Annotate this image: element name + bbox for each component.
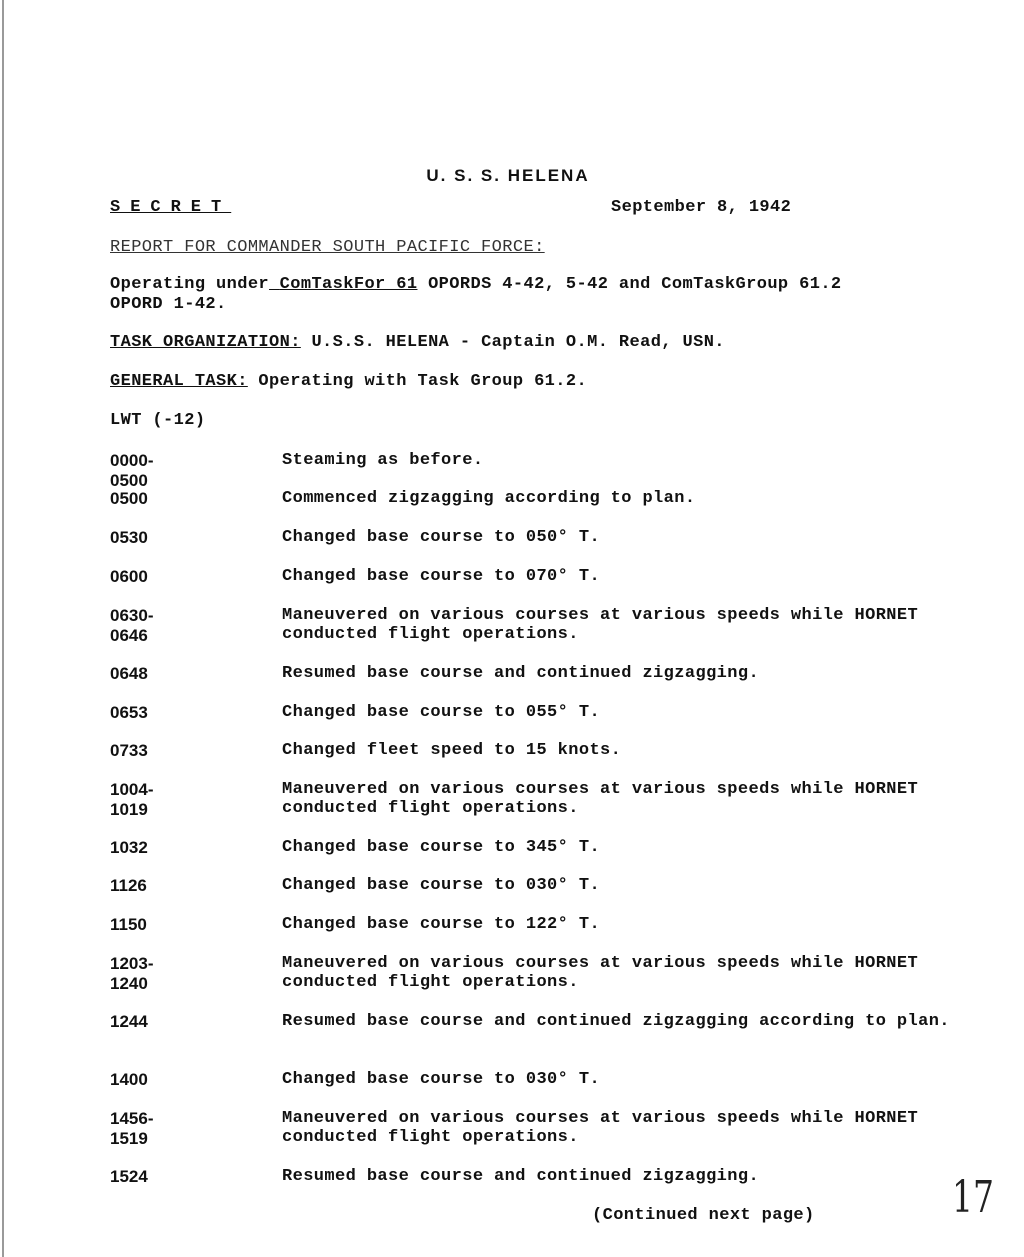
log-text: Changed fleet speed to 15 knots. [282,741,622,760]
log-text: Resumed base course and continued zigzagging. [282,1167,760,1186]
log-time: 0648 [110,664,148,683]
log-text: Changed base course to 345° T. [282,838,601,857]
report-heading: REPORT FOR COMMANDER SOUTH PACIFIC FORCE: [110,238,545,257]
page-number: 17 [952,1172,994,1223]
time-zone: LWT (-12) [110,411,206,430]
operating-rest: OPORDS 4-42, 5-42 and ComTaskGroup 61.2 [417,275,842,294]
log-text: Maneuvered on various courses at various speeds while HORNET conducted flight operations. [282,1109,919,1147]
log-text: Resumed base course and continued zigzagging according to plan. [282,1012,950,1031]
log-text: Changed base course to 050° T. [282,528,601,547]
operating-line-1 [110,275,842,294]
operating-prefix: Operating under [110,275,270,294]
report-date: September 8, 1942 [611,198,792,217]
log-text: Changed base course to 055° T. [282,703,601,722]
classification-label: SECRET [110,198,232,217]
log-time: 1456-1519 [110,1109,154,1148]
log-text: Changed base course to 030° T. [282,876,601,895]
log-time: 1400 [110,1070,148,1089]
log-text: Resumed base course and continued zigzagging. [282,664,760,683]
ship-title: U. S. S. HELENA [426,166,590,185]
log-time: 1126 [110,876,147,895]
general-task [110,372,587,391]
log-text: Steaming as before. [282,451,484,470]
task-org-value: U.S.S. HELENA - Captain O.M. Read, USN. [300,333,725,352]
operating-line-2: OPORD 1-42. [110,295,227,314]
task-organization [110,333,725,352]
continued-note: (Continued next page) [592,1206,815,1225]
log-text: Changed base course to 070° T. [282,567,601,586]
log-time: 1032 [110,838,148,857]
log-time: 0530 [110,528,148,547]
log-time: 1203-1240 [110,954,154,993]
log-time: 0630-0646 [110,606,154,645]
log-text: Changed base course to 030° T. [282,1070,601,1089]
log-text: Changed base course to 122° T. [282,915,601,934]
log-time: 1244 [110,1012,148,1031]
page-edge-line [2,0,4,1257]
log-time: 1524 [110,1167,148,1186]
log-time: 1150 [110,915,147,934]
log-text: Maneuvered on various courses at various speeds while HORNET conducted flight operations. [282,954,919,992]
log-text: Commenced zigzagging according to plan. [282,489,696,508]
log-time: 1004-1019 [110,780,154,819]
log-time: 0653 [110,703,148,722]
operating-orders: ComTaskFor 61 [279,275,418,294]
task-org-label: TASK ORGANIZATION: [110,333,301,352]
general-task-value: Operating with Task Group 61.2. [247,372,588,391]
log-time: 0000-0500 [110,451,154,490]
log-time: 0600 [110,567,148,586]
log-time: 0500 [110,489,148,508]
log-text: Maneuvered on various courses at various speeds while HORNET conducted flight operations. [282,780,919,818]
log-text: Maneuvered on various courses at various speeds while HORNET conducted flight operations. [282,606,919,644]
general-task-label: GENERAL TASK: [110,372,248,391]
log-time: 0733 [110,741,148,760]
